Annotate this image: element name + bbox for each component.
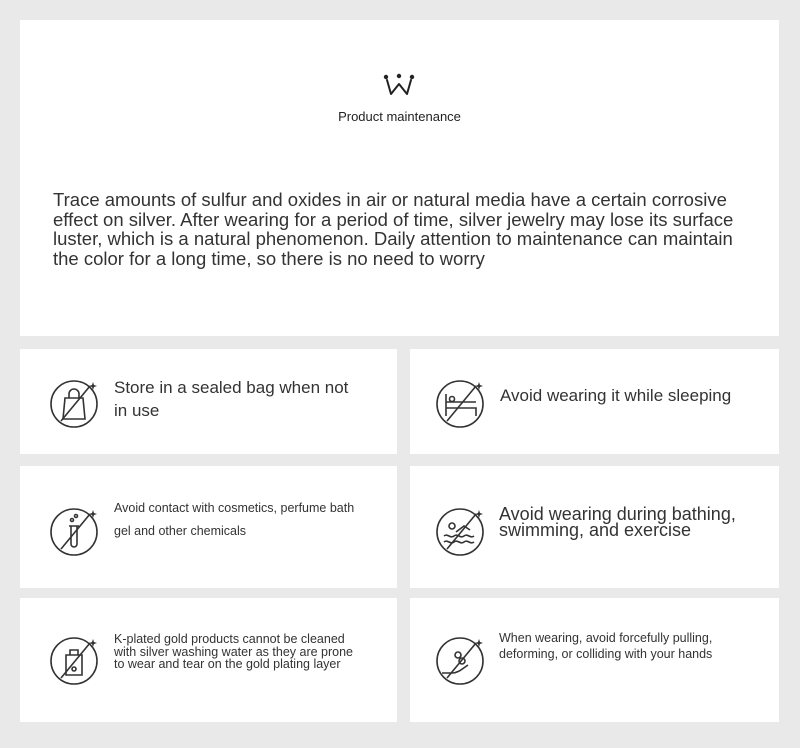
no-bed-icon — [436, 376, 488, 428]
tip-card — [20, 349, 397, 454]
tip-text: Avoid wearing during bathing, swimming, and exercise — [499, 504, 736, 540]
no-swimming-icon — [436, 504, 488, 556]
no-pulling-icon — [436, 633, 488, 685]
tip-text: Store in a sealed bag when not in use — [114, 378, 349, 420]
no-bag-icon — [50, 376, 102, 428]
no-cleaning-bottle-icon — [50, 633, 102, 685]
crown-icon — [382, 72, 416, 98]
tip-card — [20, 466, 397, 588]
maintenance-intro-card — [20, 20, 779, 336]
tip-card — [410, 598, 779, 722]
tip-text: K-plated gold products cannot be cleaned with silver washing water as they are prone to wear and tear on the gold plating layer — [114, 632, 354, 671]
tip-text: Avoid wearing it while sleeping — [500, 386, 732, 405]
tip-card — [20, 598, 397, 722]
tip-card — [410, 466, 779, 588]
maintenance-description: Trace amounts of sulfur and oxides in air or natural media have a certain corrosive effect on silver. After wearing for a period of time, silver jewelry may lose its surface luster, which is a natural phenomenon. Daily attention to maintenance can maintain the color for a long time, so there is no need to worry — [53, 189, 734, 269]
tip-card — [410, 349, 779, 454]
section-title: Product maintenance — [338, 109, 461, 124]
no-chemicals-icon — [50, 504, 102, 556]
tip-text: When wearing, avoid forcefully pulling, deforming, or colliding with your hands — [499, 631, 713, 661]
tip-text: Avoid contact with cosmetics, perfume bath gel and other chemicals — [114, 501, 355, 538]
